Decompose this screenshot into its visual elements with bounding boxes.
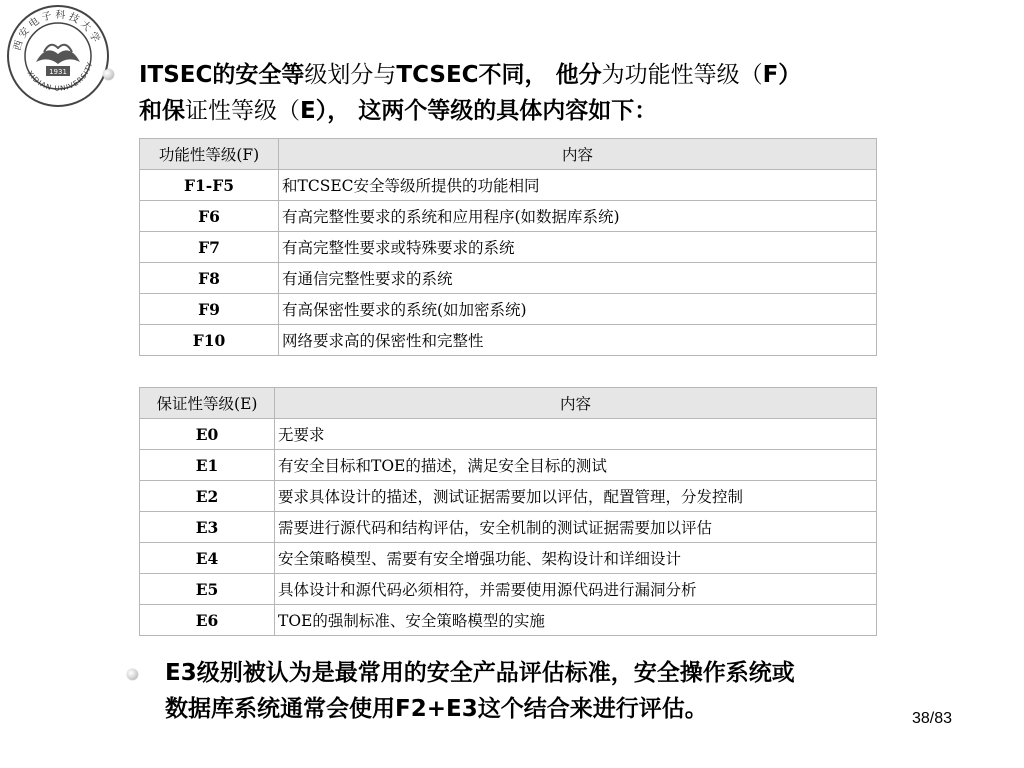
level-cell: E0	[140, 419, 275, 450]
column-header: 保证性等级(E)	[140, 388, 275, 419]
table-row	[140, 512, 877, 543]
table-row	[140, 232, 877, 263]
logo-english: XIDIAN UNIVERSITY	[25, 60, 95, 93]
level-cell: E6	[140, 605, 275, 636]
functional-level-table	[139, 138, 877, 356]
content-cell: 和TCSEC安全等级所提供的功能相同	[279, 170, 877, 201]
bullet-icon	[103, 69, 114, 80]
level-cell: E2	[140, 481, 275, 512]
content-cell: 有安全目标和TOE的描述，满足安全目标的测试	[275, 450, 877, 481]
content-cell: TOE的强制标准、安全策略模型的实施	[275, 605, 877, 636]
level-cell: E3	[140, 512, 275, 543]
table-row	[140, 419, 877, 450]
bullet-icon	[127, 669, 138, 680]
summary-line-1: E3级别被认为是最常用的安全产品评估标准，安全操作系统或	[165, 660, 795, 686]
content-cell: 要求具体设计的描述，测试证据需要加以评估，配置管理，分发控制	[275, 481, 877, 512]
content-cell: 安全策略模型、需要有安全增强功能、架构设计和详细设计	[275, 543, 877, 574]
table-row	[140, 263, 877, 294]
assurance-level-table	[139, 387, 877, 636]
table-row	[140, 170, 877, 201]
level-cell: E1	[140, 450, 275, 481]
table-row	[140, 605, 877, 636]
table-row	[140, 481, 877, 512]
level-cell: F7	[140, 232, 279, 263]
page-number: 38/83	[912, 710, 953, 727]
table-header-row	[140, 139, 877, 170]
content-cell: 需要进行源代码和结构评估，安全机制的测试证据需要加以评估	[275, 512, 877, 543]
content-cell: 有高完整性要求或特殊要求的系统	[279, 232, 877, 263]
intro-line-2: 和保证性等级（E）， 这两个等级的具体内容如下：	[139, 98, 658, 124]
level-cell: F8	[140, 263, 279, 294]
logo-year: 1931	[49, 68, 67, 76]
table-row	[140, 450, 877, 481]
column-header: 内容	[279, 139, 877, 170]
table-row	[140, 543, 877, 574]
university-logo	[6, 4, 110, 108]
column-header: 内容	[275, 388, 877, 419]
table-row	[140, 201, 877, 232]
logo-motto: 西安电子科技大学	[12, 9, 103, 53]
summary-line-2: 数据库系统通常会使用F2+E3这个结合来进行评估。	[165, 696, 708, 722]
content-cell: 无要求	[275, 419, 877, 450]
content-cell: 有高保密性要求的系统(如加密系统)	[279, 294, 877, 325]
level-cell: F1-F5	[140, 170, 279, 201]
content-cell: 有高完整性要求的系统和应用程序(如数据库系统)	[279, 201, 877, 232]
intro-line-1: ITSEC的安全等级划分与TCSEC不同， 他分为功能性等级（F）	[139, 62, 802, 88]
level-cell: F10	[140, 325, 279, 356]
table-row	[140, 574, 877, 605]
table-row	[140, 325, 877, 356]
content-cell: 网络要求高的保密性和完整性	[279, 325, 877, 356]
level-cell: F6	[140, 201, 279, 232]
level-cell: E4	[140, 543, 275, 574]
level-cell: F9	[140, 294, 279, 325]
level-cell: E5	[140, 574, 275, 605]
table-row	[140, 294, 877, 325]
content-cell: 有通信完整性要求的系统	[279, 263, 877, 294]
column-header: 功能性等级(F)	[140, 139, 279, 170]
table-header-row	[140, 388, 877, 419]
content-cell: 具体设计和源代码必须相符，并需要使用源代码进行漏洞分析	[275, 574, 877, 605]
